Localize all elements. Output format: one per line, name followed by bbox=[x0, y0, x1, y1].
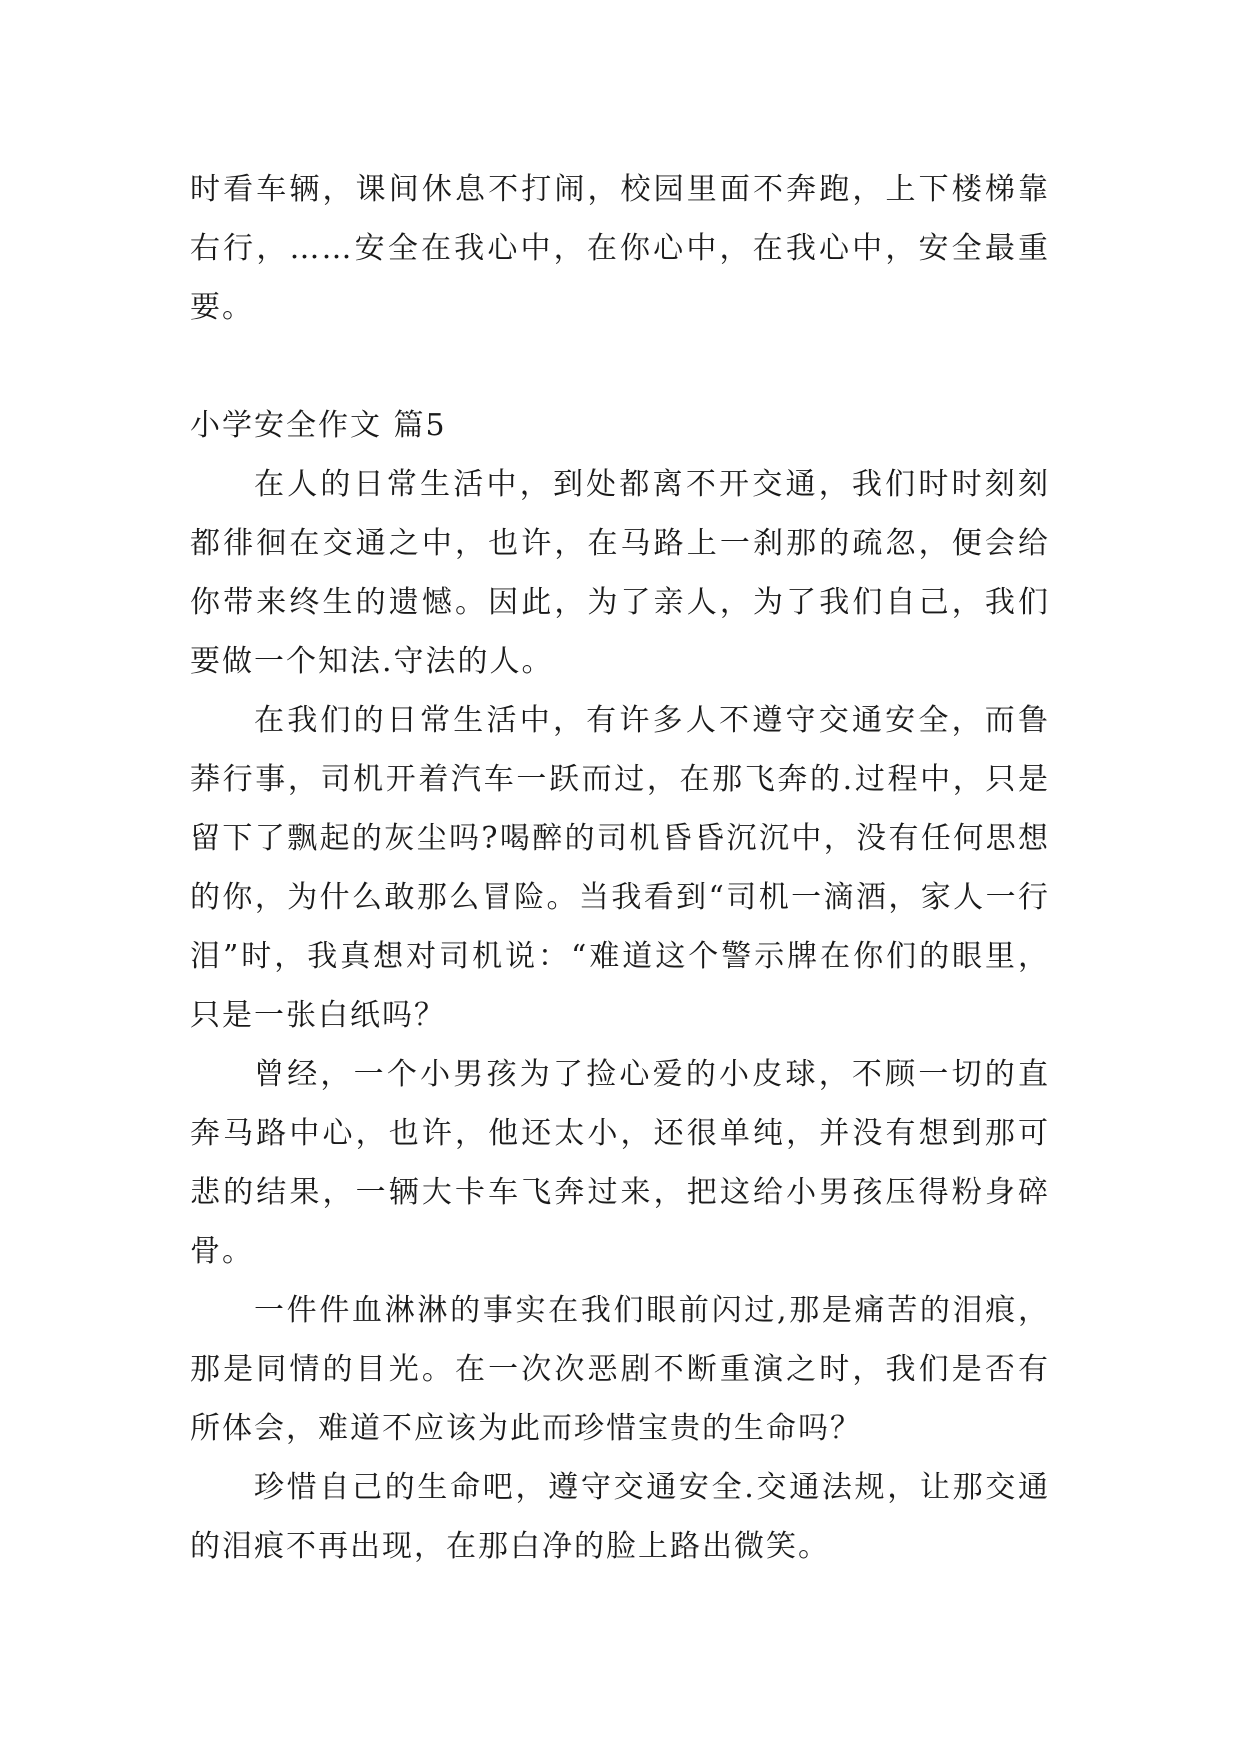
section-spacer bbox=[190, 337, 1050, 396]
paragraph-1: 在人的日常生活中，到处都离不开交通，我们时时刻刻都徘徊在交通之中，也许，在马路上一刹那的疏忽，便会给你带来终生的遗憾。因此，为了亲人，为了我们自己，我们要做一个知法.守法的人。 bbox=[190, 467, 1050, 679]
paragraph-5: 珍惜自己的生命吧，遵守交通安全.交通法规，让那交通的泪痕不再出现，在那白净的脸上路出微笑。 bbox=[190, 1470, 1050, 1564]
section-heading: 小学安全作文 篇5 bbox=[190, 408, 447, 443]
continued-paragraph: 时看车辆，课间休息不打闹，校园里面不奔跑，上下楼梯靠右行，……安全在我心中，在你心中，在我心中，安全最重要。 bbox=[190, 172, 1050, 325]
document-body bbox=[190, 160, 1050, 1576]
paragraph-2: 在我们的日常生活中，有许多人不遵守交通安全，而鲁莽行事，司机开着汽车一跃而过，在那飞奔的.过程中，只是留下了飘起的灰尘吗?喝醉的司机昏昏沉沉中，没有任何思想的你，为什么敢那么冒险。当我看到“司机一滴酒，家人一行泪”时，我真想对司机说：“难道这个警示牌在你们的眼里，只是一张白纸吗？ bbox=[190, 703, 1050, 1033]
paragraph-4: 一件件血淋淋的事实在我们眼前闪过,那是痛苦的泪痕，那是同情的目光。在一次次恶剧不断重演之时，我们是否有所体会，难道不应该为此而珍惜宝贵的生命吗？ bbox=[190, 1293, 1050, 1446]
paragraph-3: 曾经，一个小男孩为了捡心爱的小皮球，不顾一切的直奔马路中心，也许，他还太小，还很单纯，并没有想到那可悲的结果，一辆大卡车飞奔过来，把这给小男孩压得粉身碎骨。 bbox=[190, 1057, 1050, 1269]
